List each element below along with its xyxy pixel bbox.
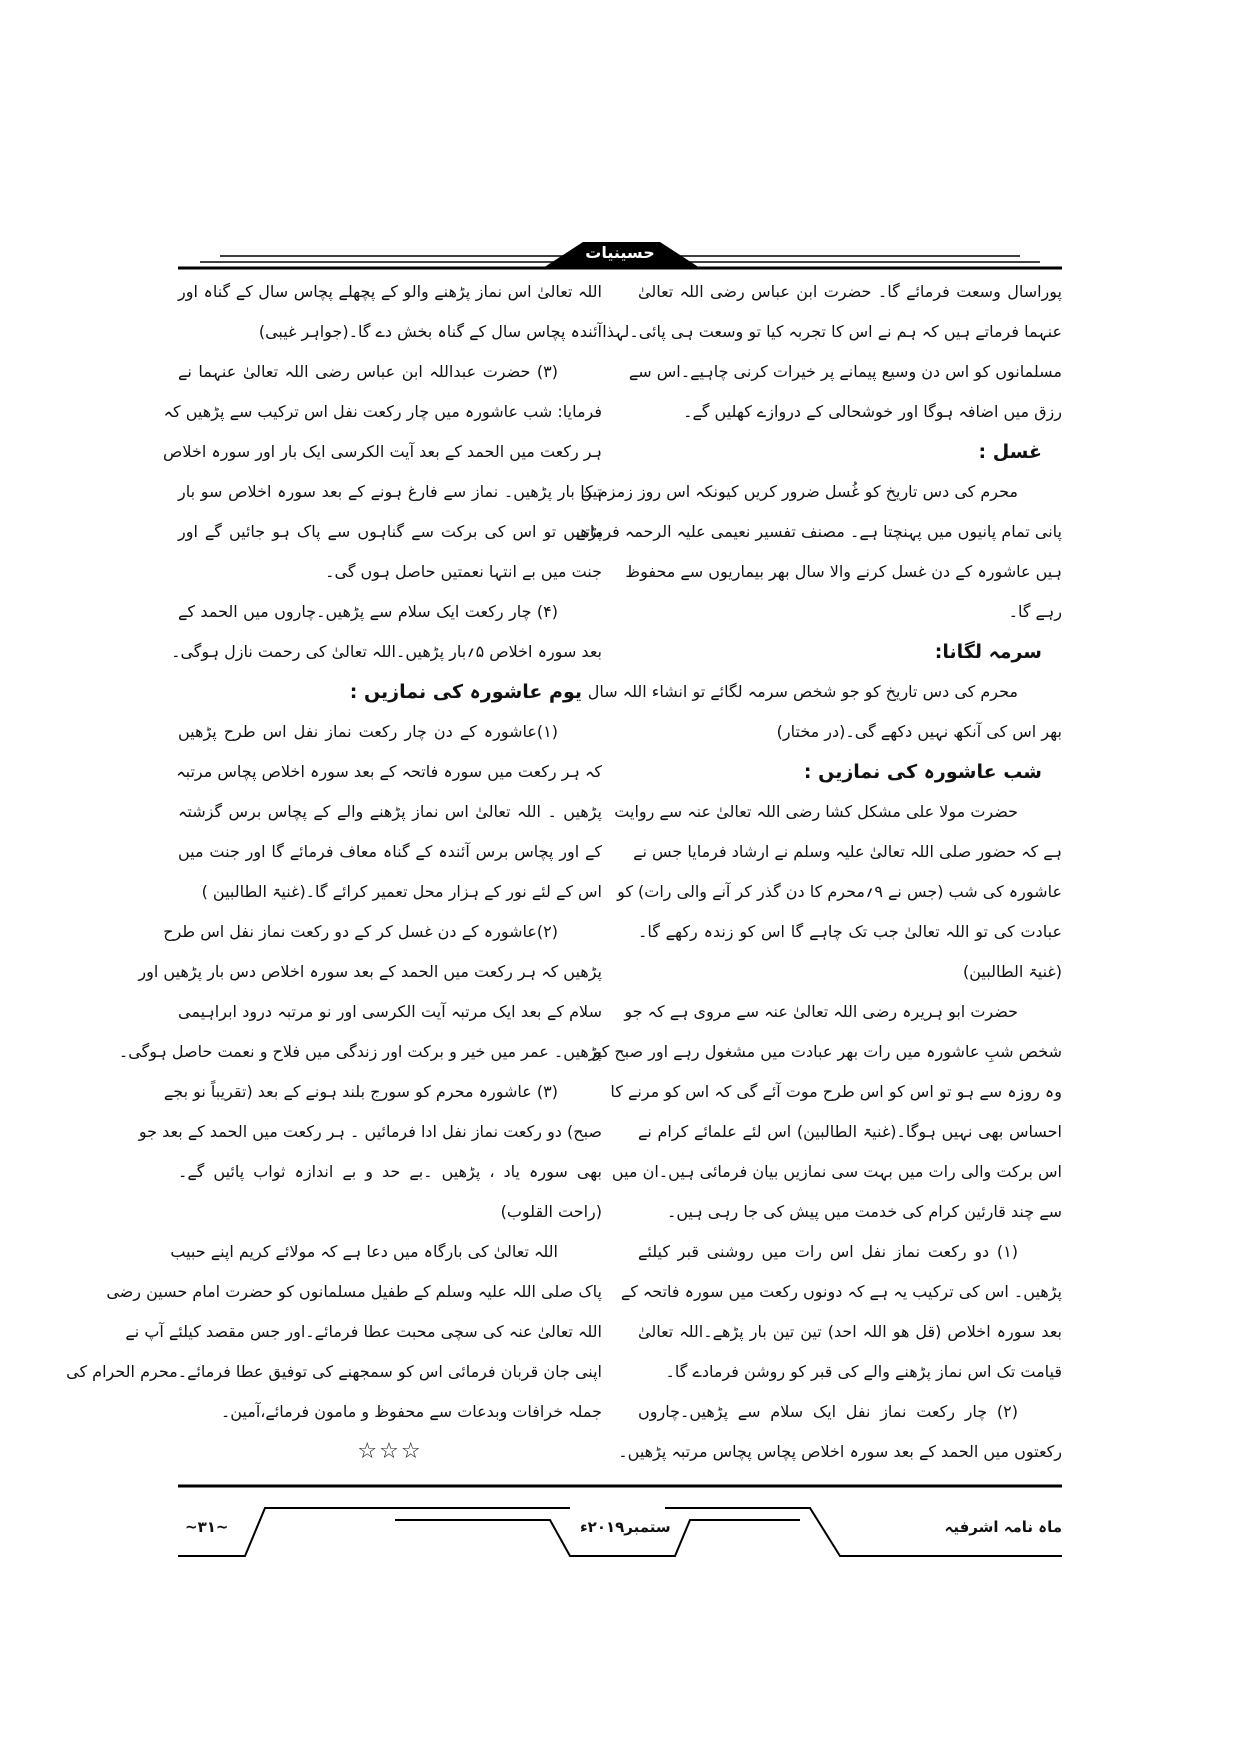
text-line: اللہ تعالیٰ عنہ کی سچی محبت عطا فرمائے۔اور جس مقصد کیلئے آپ نے [125, 1322, 602, 1341]
text-line: (راحت القلوب) [500, 1202, 602, 1221]
section-title: حسینیات [585, 243, 655, 262]
text-line: بعد سورہ اخلاص (قل ھو اللہ احد) تین تین بار پڑھے۔اللہ تعالیٰ [638, 1322, 1062, 1341]
text-line: (۳) حضرت عبداللہ ابن عباس رضی اللہ تعالیٰ عنہما نے [178, 362, 558, 381]
text-line: اللہ تعالیٰ اس نماز پڑھنے والو کے پچھلے پچاس سال کے گناہ اور [178, 282, 602, 301]
text-line: (۲) چار رکعت نماز نفل ایک سلام سے پڑھیں۔چاروں [638, 1402, 1018, 1421]
text-line: قیامت تک اس نماز پڑھنے والے کی قبر کو روشن فرمادے گا۔ [665, 1362, 1062, 1381]
text-line: پڑھیں۔ عمر میں خیر و برکت اور زندگی میں فلاح و نعمت حاصل ہوگی۔ [118, 1042, 602, 1061]
text-line: رکعتوں میں الحمد کے بعد سورہ اخلاص پچاس پچاس مرتبہ پڑھیں۔ [618, 1442, 1062, 1461]
end-stars: ☆☆☆ [357, 1439, 423, 1464]
text-line: پوراسال وسعت فرمائے گا۔ حضرت ابن عباس رضی اللہ تعالیٰ [638, 282, 1062, 301]
text-line: ہے کہ حضور صلی اللہ تعالیٰ علیہ وسلم نے ارشاد فرمایا جس نے [633, 842, 1062, 861]
text-line: محرم کی دس تاریخ کو غُسل ضرور کریں کیونکہ اس روز زمزم کا [580, 482, 1018, 501]
text-line: (۳) عاشورہ محرم کو سورج بلند ہونے کے بعد (تقریباً نو بجے [163, 1082, 558, 1101]
text-line: فرمایا: شب عاشورہ میں چار رکعت نفل اس ترکیب سے پڑھیں کہ [163, 402, 602, 421]
text-line: عاشورہ کی شب (جس نے ۹؍محرم کا دن گذر کر آنے والی رات) کو [617, 882, 1062, 901]
text-line: محرم کی دس تاریخ کو جو شخص سرمہ لگائے تو انشاء اللہ سال [587, 682, 1018, 701]
text-line: (غنیۃ الطالبین) [963, 962, 1062, 981]
text-line: (۱) دو رکعت نماز نفل اس رات میں روشنی قبر کیلئے [638, 1242, 1018, 1261]
right-column [576, 272, 1062, 1472]
text-line: پڑھیں ۔ اللہ تعالیٰ اس نماز پڑھنے والے کے پچاس برس گزشتہ [178, 802, 602, 821]
text-line: ہر رکعت میں الحمد کے بعد آیت الکرسی ایک بار اور سورہ اخلاص [163, 442, 602, 461]
text-line: رہے گا۔ [1008, 602, 1062, 621]
text-line: اللہ تعالیٰ کی بارگاہ میں دعا ہے کہ مولائے کریم اپنے حبیب [170, 1242, 558, 1261]
text-line: پڑھیں۔ اس کی ترکیب یہ ہے کہ دونوں رکعت میں سورہ فاتحہ کے [620, 1282, 1062, 1301]
text-line: تین بار پڑھیں۔ نماز سے فارغ ہونے کے بعد سورہ اخلاص سو بار [178, 482, 602, 501]
text-line: احساس بھی نہیں ہوگا۔(غنیۃ الطالبین) اس لئے علمائے کرام نے [638, 1122, 1062, 1141]
section-heading: غسل : [978, 441, 1042, 463]
text-line: عبادت کی تو اللہ تعالیٰ جب تک چاہے گا اس کو زندہ رکھے گا۔ [638, 922, 1062, 941]
text-line: جملہ خرافات وبدعات سے محفوظ و مامون فرمائے،آمین۔ [220, 1402, 602, 1421]
text-line: (۲)عاشورہ کے دن غسل کر کے دو رکعت نماز نفل اس طرح [163, 922, 558, 941]
page-number: ~۳۱~ [185, 1518, 229, 1536]
text-line: رزق میں اضافہ ہوگا اور خوشحالی کے دروازے کھلیں گے۔ [683, 402, 1062, 421]
text-line: مسلمانوں کو اس دن وسیع پیمانے پر خیرات کرنی چاہیے۔اس سے [628, 362, 1062, 381]
text-line: پڑھیں تو اس کی برکت سے گناہوں سے پاک ہو جائیں گے اور [178, 522, 602, 541]
text-line: حضرت مولا علی مشکل کشا رضی اللہ تعالیٰ عنہ سے روایت [614, 802, 1018, 821]
text-line: عنہما فرماتے ہیں کہ ہم نے اس کا تجربہ کیا تو وسعت ہی پائی۔لہذا [602, 322, 1062, 341]
text-line: بھر اس کی آنکھ نہیں دکھے گی۔(در مختار) [776, 722, 1062, 741]
section-heading: شب عاشورہ کی نمازیں : [803, 761, 1042, 783]
text-line: کہ ہر رکعت میں سورہ فاتحہ کے بعد سورہ اخلاص پچاس مرتبہ [176, 762, 602, 781]
magazine-name: ماہ نامہ اشرفیہ [944, 1518, 1062, 1536]
text-line: پڑھیں کہ ہر رکعت میں الحمد کے بعد سورہ اخلاص دس بار پڑھیں اور [138, 962, 602, 981]
text-line: اس کے لئے نور کے ہزار محل تعمیر کرائے گا۔(غنیۃ الطالبین ) [201, 882, 602, 901]
text-line: وہ روزہ سے ہو تو اس کو اس طرح موت آئے گی کہ اس کو مرنے کا [610, 1082, 1062, 1101]
text-line: ہیں عاشورہ کے دن غسل کرنے والا سال بھر بیماریوں سے محفوظ [625, 562, 1062, 581]
text-line: بھی سورہ یاد ، پڑھیں ۔بے حد و بے اندازہ ثواب پائیں گے۔ [178, 1162, 602, 1181]
text-line: جنت میں بے انتہا نعمتیں حاصل ہوں گی۔ [325, 562, 602, 581]
text-line: صبح) دو رکعت نماز نفل ادا فرمائیں ۔ ہر رکعت میں الحمد کے بعد جو [138, 1122, 602, 1141]
text-line: بعد سورہ اخلاص ۵؍بار پڑھیں۔اللہ تعالیٰ کی رحمت نازل ہوگی۔ [171, 642, 602, 661]
text-line: کے اور پچاس برس آئندہ کے گناہ معاف فرمائے گا اور جنت میں [178, 842, 602, 861]
text-line: سے چند قارئین کرام کی خدمت میں پیش کی جا رہی ہیں۔ [666, 1202, 1062, 1221]
text-line: (۱)عاشورہ کے دن چار رکعت نماز نفل اس طرح پڑھیں [178, 722, 558, 741]
text-line: سلام کے بعد ایک مرتبہ آیت الکرسی اور نو مرتبہ درود ابراہیمی [178, 1002, 602, 1021]
section-heading: سرمہ لگانا: [934, 641, 1042, 663]
text-line: شخص شبِ عاشورہ میں رات بھر عبادت میں مشغول رہے اور صبح کو [593, 1042, 1062, 1061]
text-line: پاک صلی اللہ علیہ وسلم کے طفیل مسلمانوں کو حضرت امام حسین رضی [106, 1282, 602, 1301]
text-line: پانی تمام پانیوں میں پہنچتا ہے۔ مصنف تفسیر نعیمی علیہ الرحمہ فرماتے [576, 522, 1062, 541]
text-line: حضرت ابو ہریرہ رضی اللہ تعالیٰ عنہ سے مروی ہے کہ جو [624, 1002, 1018, 1021]
text-line: آئندہ پچاس سال کے گناہ بخش دے گا۔(جواہر غیبی) [258, 322, 602, 341]
text-line: (۴) چار رکعت ایک سلام سے پڑھیں۔چاروں میں الحمد کے [178, 602, 558, 621]
text-line: اپنی جان قربان فرمائی اس کو سمجھنے کی توفیق عطا فرمائے۔محرم الحرام کی [66, 1362, 602, 1381]
text-line: اس برکت والی رات میں بہت سی نمازیں بیان فرمائی ہیں۔ان میں [611, 1162, 1062, 1181]
issue-date: ستمبر۲۰۱۹ء [580, 1518, 671, 1536]
section-heading: یوم عاشورہ کی نمازیں : [349, 681, 582, 703]
left-column [66, 272, 602, 1472]
